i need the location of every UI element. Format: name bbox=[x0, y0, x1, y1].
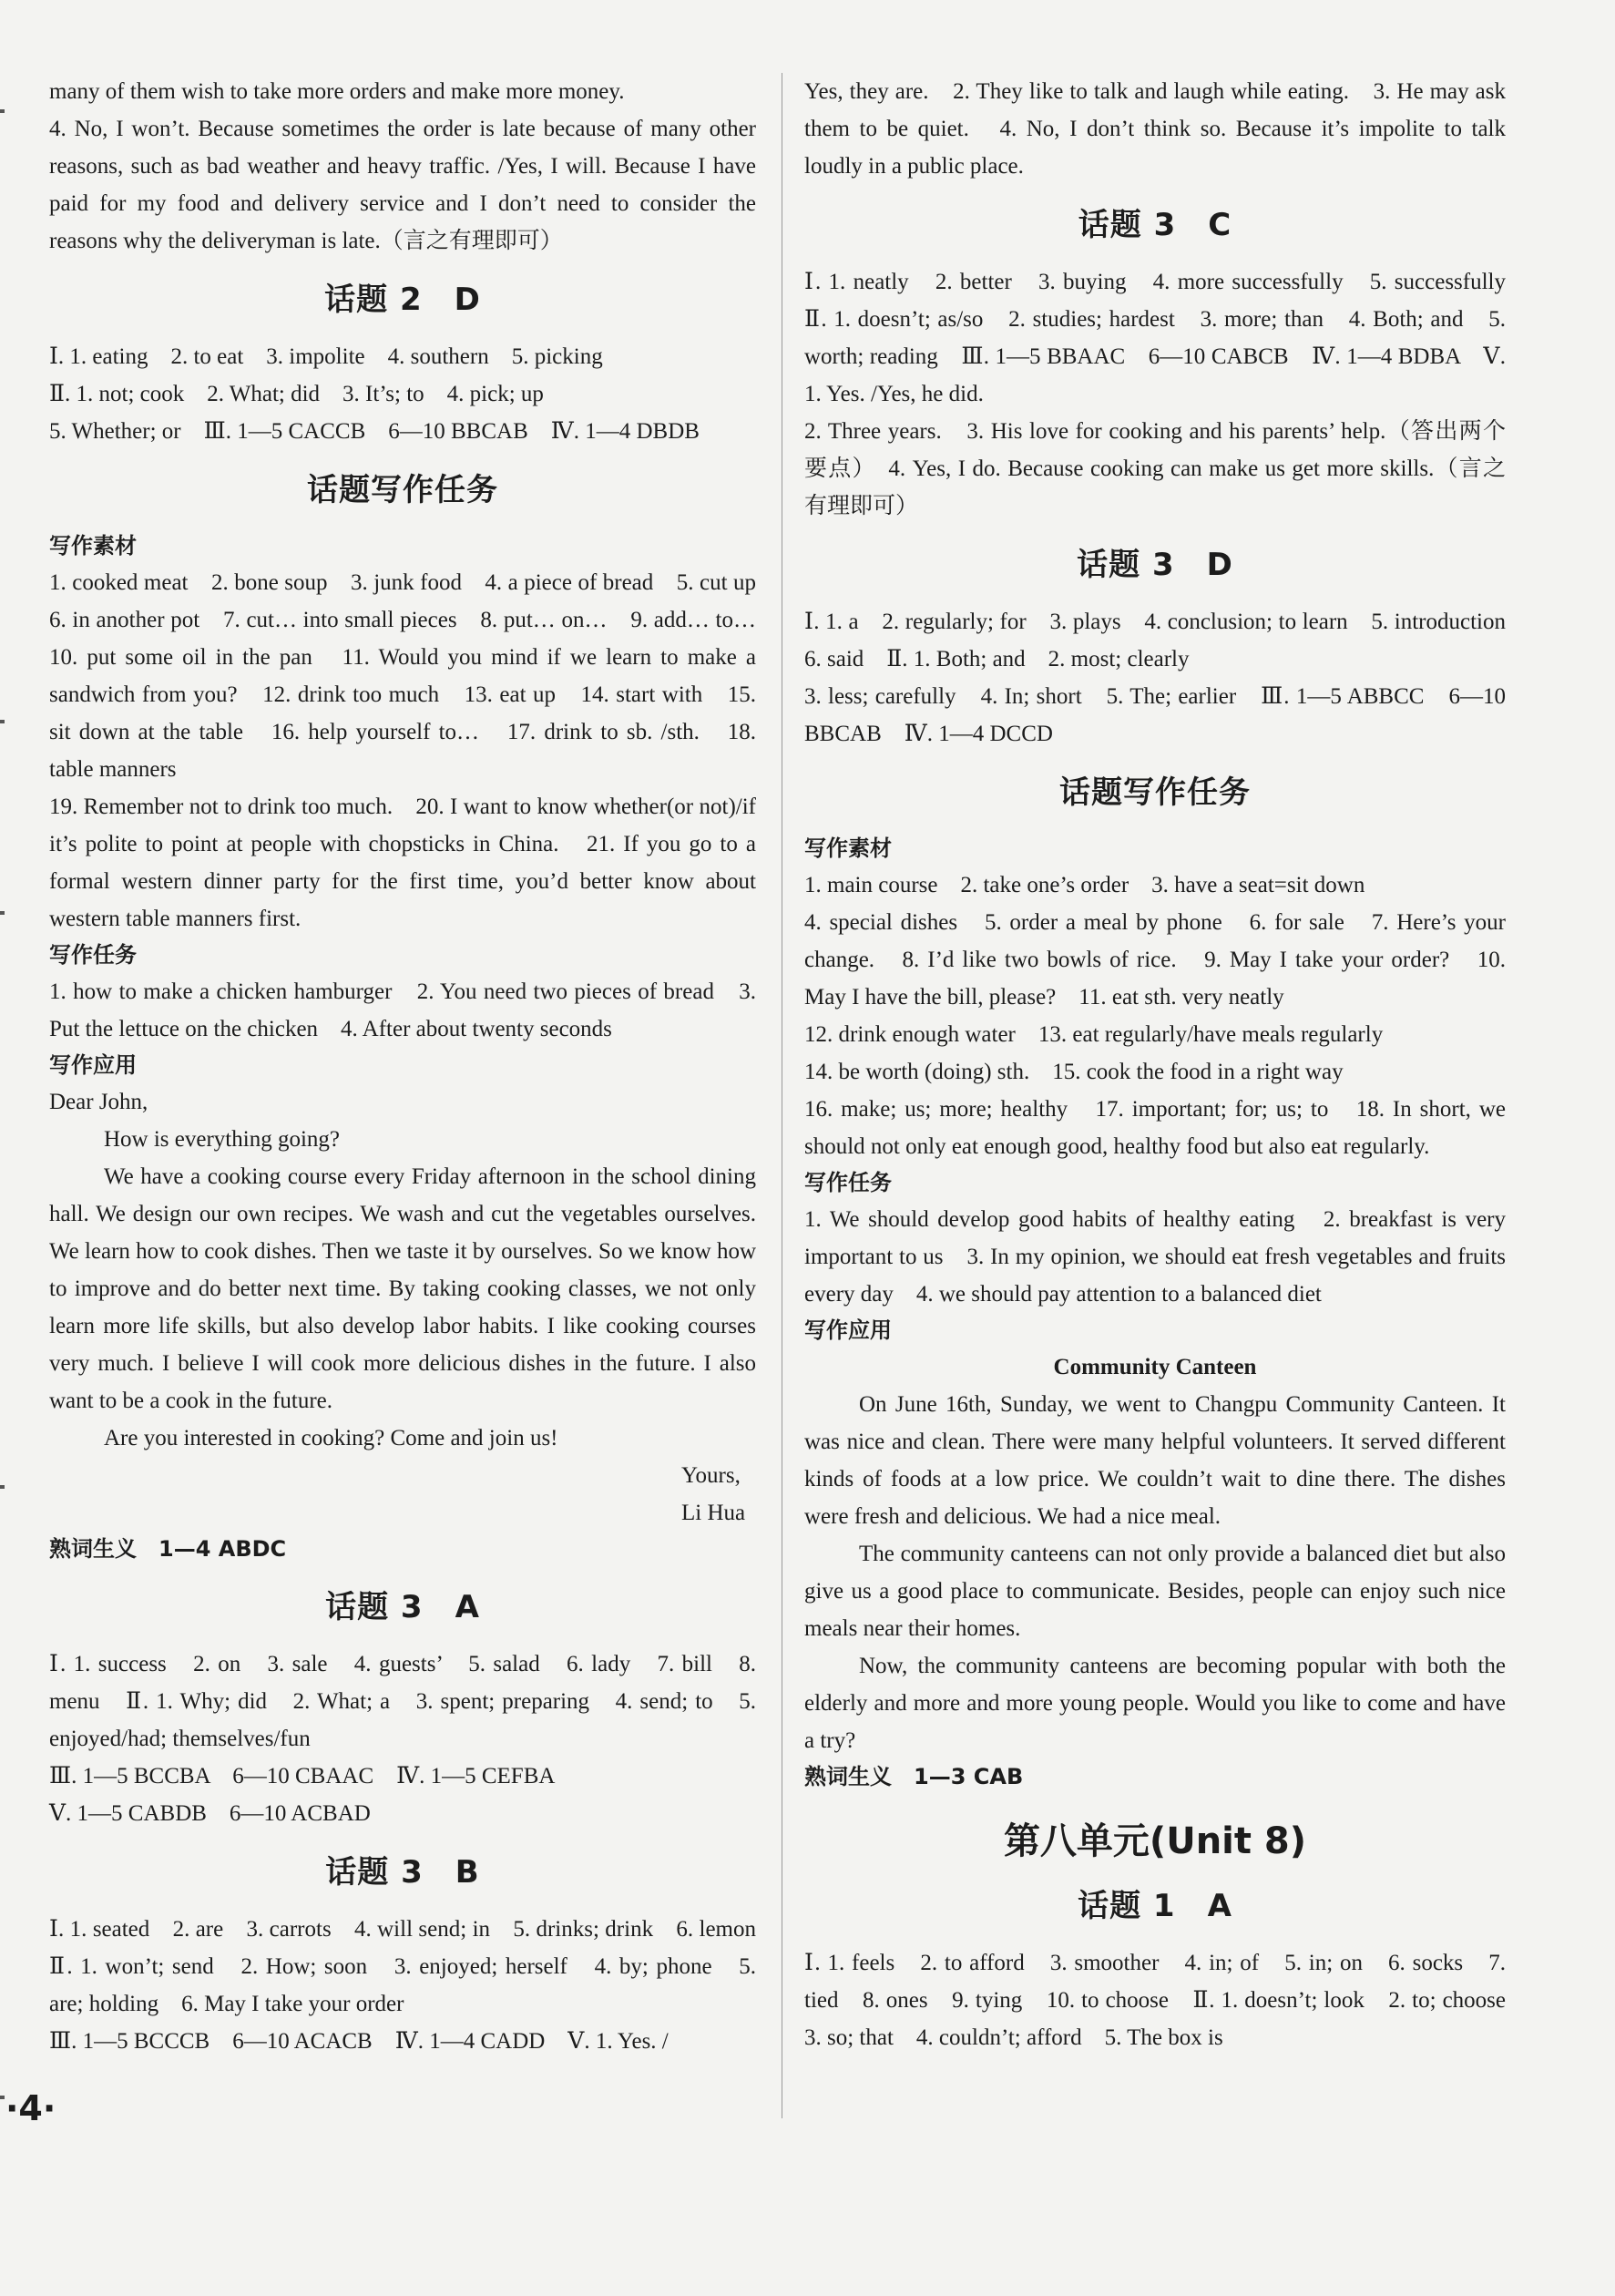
section-heading: 话题 3 B bbox=[325, 1854, 480, 1891]
answer-paragraph: 4. No, I won’t. Because sometimes the order is late because of many other reasons, such as bad weather and heavy traffic. /Yes, I will. Because I have paid for my food and delivery service and I don’t need to consider the reasons why the deliveryman is late.（言之有理即可） bbox=[49, 117, 756, 253]
binding-mark bbox=[0, 911, 5, 915]
subsection-label: 熟词生义 1—4 ABDC bbox=[49, 1536, 287, 1562]
answer-paragraph: Ⅱ. 1. not; cook 2. What; did 3. It’s; to 4. pick; up bbox=[49, 382, 544, 406]
answer-paragraph: many of them wish to take more orders and make more money. bbox=[49, 79, 625, 104]
answer-paragraph: Yes, they are. 2. They like to talk and laugh while eating. 3. He may ask them to be quiet. 4. No, I don’t think so. Because it’s impolite to talk loudly in a public place. bbox=[804, 79, 1506, 179]
answer-paragraph: 1. how to make a chicken hamburger 2. You need two pieces of bread 3. Put the lettuce on the chicken 4. After about twenty seconds bbox=[49, 979, 756, 1041]
answer-paragraph: 14. be worth (doing) sth. 15. cook the food in a right way bbox=[804, 1060, 1344, 1084]
section-heading: 话题 1 A bbox=[1078, 1888, 1232, 1924]
answer-paragraph: Ⅰ. 1. eating 2. to eat 3. impolite 4. southern 5. picking bbox=[49, 344, 603, 369]
binding-mark bbox=[0, 720, 5, 723]
indented-paragraph: Now, the community canteens are becoming popular with both the elderly and more and more young people. Would you like to come and have a try? bbox=[804, 1654, 1506, 1753]
answer-paragraph: 3. less; carefully 4. In; short 5. The; earlier Ⅲ. 1—5 ABBCC 6—10 BBCAB Ⅳ. 1—4 DCCD bbox=[804, 684, 1506, 746]
binding-mark bbox=[0, 2096, 5, 2099]
answer-paragraph: 2. Three years. 3. His love for cooking and his parents’ help.（答出两个要点） 4. Yes, I do. Because cooking can make us get more skills.（言之有理即可） bbox=[804, 419, 1506, 518]
subsection-label: 写作任务 bbox=[804, 1170, 892, 1195]
indented-paragraph: We have a cooking course every Friday afternoon in the school dining hall. We design our own recipes. We wash and cut the vegetables ourselves. We learn how to cook dishes. Then we taste it by ourselves. So we know how to improve and do better next time. By taking cooking classes, we not only learn more life skills, but also develop labor habits. I like cooking courses very much. I believe I will cook more delicious dishes in the future. I also want to be a cook in the future. bbox=[49, 1164, 756, 1413]
indented-paragraph: How is everything going? bbox=[104, 1127, 340, 1152]
section-heading: 话题 3 D bbox=[1077, 547, 1233, 583]
answer-paragraph: Ⅰ. 1. feels 2. to afford 3. smoother 4. in; of 5. in; on 6. socks 7. tied 8. ones 9. tying 10. to choose Ⅱ. 1. doesn’t; look 2. to; choose 3. so; that 4. couldn’t; afford 5. The box is bbox=[804, 1951, 1529, 2050]
answer-paragraph: Ⅲ. 1—5 BCCCB 6—10 ACACB Ⅳ. 1—4 CADD Ⅴ. 1. Yes. / bbox=[49, 2029, 669, 2054]
indented-paragraph: The community canteens can not only provide a balanced diet but also give us a good place to communicate. Besides, people can enjoy such nice meals near their homes. bbox=[804, 1542, 1506, 1641]
answer-paragraph: 16. make; us; more; healthy 17. important; for; us; to 18. In short, we should not only eat enough good, healthy food but also eat regularly. bbox=[804, 1097, 1506, 1159]
right-column bbox=[804, 73, 1529, 2056]
answer-paragraph: Ⅰ. 1. a 2. regularly; for 3. plays 4. conclusion; to learn 5. introduction 6. said Ⅱ. 1. Both; and 2. most; clearly bbox=[804, 610, 1529, 671]
subsection-label: 熟词生义 1—3 CAB bbox=[804, 1764, 1024, 1789]
subsection-label: 写作素材 bbox=[49, 533, 137, 559]
section-heading: 话题 2 D bbox=[324, 282, 481, 318]
answer-paragraph: Dear John, bbox=[49, 1090, 148, 1114]
answer-paragraph: 1. We should develop good habits of healthy eating 2. breakfast is very important to us 3. In my opinion, we should eat fresh vegetables and fruits every day 4. we should pay attention to a balanced diet bbox=[804, 1207, 1506, 1307]
answer-paragraph: 4. special dishes 5. order a meal by phone 6. for sale 7. Here’s your change. 8. I’d like two bowls of rice. 9. May I take your order? 10. May I have the bill, please? 11. eat sth. very neatly bbox=[804, 910, 1506, 1010]
letter-signature: Yours, bbox=[681, 1463, 741, 1488]
subsection-label: 写作任务 bbox=[49, 942, 137, 968]
answer-paragraph: Ⅰ. 1. success 2. on 3. sale 4. guests’ 5. salad 6. lady 7. bill 8. menu Ⅱ. 1. Why; did 2. What; a 3. spent; preparing 4. send; to 5. enjoyed/had; themselves/fun bbox=[49, 1652, 756, 1751]
subsection-label: 写作应用 bbox=[804, 1317, 892, 1343]
answer-paragraph: Ⅰ. 1. neatly 2. better 3. buying 4. more successfully 5. successfully Ⅱ. 1. doesn’t; as/so 2. studies; hardest 3. more; than 4. Both; and 5. worth; reading Ⅲ. 1—5 BBAAC 6—10 CABCB Ⅳ. 1—4 BDBA Ⅴ. 1. Yes. /Yes, he did. bbox=[804, 270, 1529, 406]
letter-signature: Li Hua bbox=[681, 1501, 746, 1525]
answer-paragraph: 12. drink enough water 13. eat regularly/have meals regularly bbox=[804, 1022, 1384, 1047]
answer-paragraph: 5. Whether; or Ⅲ. 1—5 CACCB 6—10 BBCAB Ⅳ. 1—4 DBDB bbox=[49, 419, 700, 444]
section-heading: 话题写作任务 bbox=[307, 472, 498, 508]
subsection-label: 写作应用 bbox=[49, 1052, 137, 1078]
answer-paragraph: Ⅰ. 1. seated 2. are 3. carrots 4. will send; in 5. drinks; drink 6. lemon Ⅱ. 1. won’t; send 2. How; soon 3. enjoyed; herself 4. by; phone 5. are; holding 6. May I take your order bbox=[49, 1917, 780, 2016]
left-column bbox=[49, 73, 780, 2060]
answer-paragraph: Ⅲ. 1—5 BCCBA 6—10 CBAAC Ⅳ. 1—5 CEFBA bbox=[49, 1764, 556, 1789]
binding-mark bbox=[0, 1485, 5, 1489]
unit-heading: 第八单元(Unit 8) bbox=[1003, 1820, 1307, 1862]
answer-paragraph: Ⅴ. 1—5 CABDB 6—10 ACBAD bbox=[49, 1801, 371, 1826]
answer-paragraph: 1. cooked meat 2. bone soup 3. junk food 4. a piece of bread 5. cut up 6. in another pot 7. cut… into small pieces 8. put… on… 9. add… to… 10. put some oil in the pan 11. Would you mind if we learn to make a sandwich from you? 12. drink too much 13. eat up 14. start with 15. sit down at the table 16. help yourself to… 17. drink to sb. /sth. 18. table manners bbox=[49, 570, 780, 782]
indented-paragraph: On June 16th, Sunday, we went to Changpu Community Canteen. It was nice and clean. There were many helpful volunteers. It served different kinds of foods at a low price. We couldn’t wait to dine there. The dishes were fresh and delicious. We had a nice meal. bbox=[804, 1392, 1506, 1529]
indented-paragraph: Are you interested in cooking? Come and join us! bbox=[104, 1426, 558, 1450]
answer-paragraph: 1. main course 2. take one’s order 3. have a seat=sit down bbox=[804, 873, 1365, 897]
section-heading: 话题 3 A bbox=[325, 1589, 480, 1625]
section-heading: 话题 3 C bbox=[1078, 207, 1232, 243]
subsection-label: 写作素材 bbox=[804, 835, 892, 861]
page-number: ·4· bbox=[5, 2088, 56, 2128]
essay-title: Community Canteen bbox=[1053, 1355, 1257, 1379]
binding-mark bbox=[0, 109, 5, 113]
section-heading: 话题写作任务 bbox=[1059, 774, 1251, 811]
answer-paragraph: 19. Remember not to drink too much. 20. I want to know whether(or not)/if it’s polite to point at people with chopsticks in China. 21. If you go to a formal western dinner party for the first time, you’d better know about western table manners first. bbox=[49, 794, 756, 931]
